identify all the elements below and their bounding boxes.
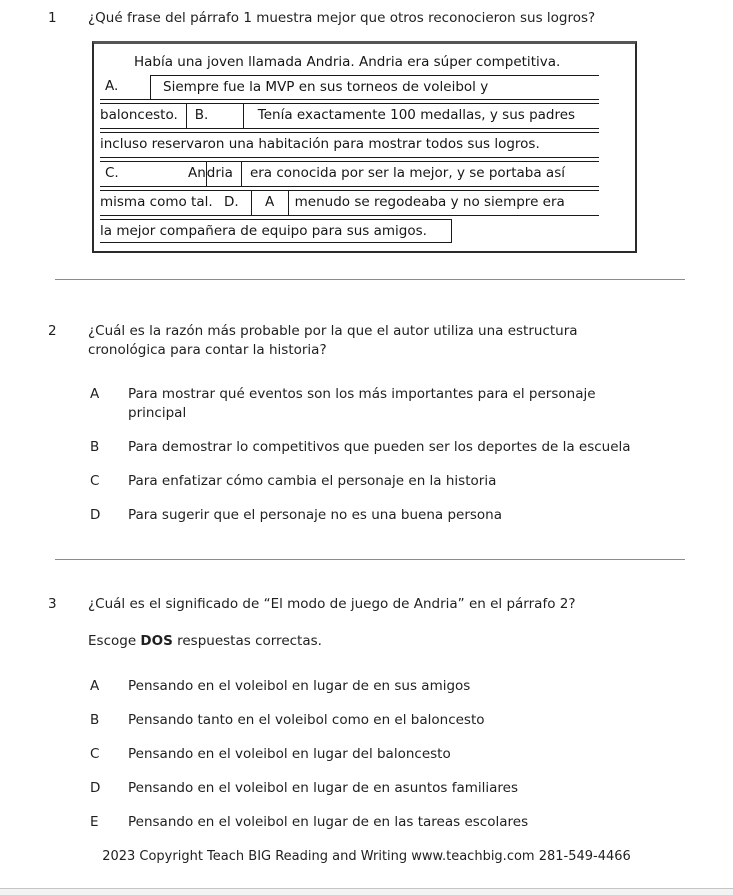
option-text: Pensando en el voleibol en lugar de en asuntos familiares xyxy=(128,780,518,796)
option-row xyxy=(0,385,733,423)
question-2-number: 2 xyxy=(48,323,57,339)
sentence-c-word-end: dria xyxy=(206,165,233,181)
option-letter: A xyxy=(90,678,100,694)
question-3-instruction xyxy=(0,632,733,651)
passage-line-b-continuation xyxy=(100,132,599,158)
question-3-text: ¿Cuál es el significado de “El modo de juego de Andria” en el párrafo 2? xyxy=(88,596,576,612)
option-letter: D xyxy=(90,780,101,796)
option-text: Pensando en el voleibol en lugar de en sus amigos xyxy=(128,678,471,694)
option-text: Para sugerir que el personaje no es una buena persona xyxy=(128,507,503,523)
sentence-label-b: B. xyxy=(194,107,209,123)
question-2-text xyxy=(88,322,578,360)
option-row xyxy=(0,506,733,525)
sentence-label-d: D. xyxy=(223,194,239,210)
option-text-line1: Para mostrar qué eventos son los más importantes para el personaje xyxy=(128,386,596,402)
option-row xyxy=(0,813,733,832)
instruction-bold: DOS xyxy=(140,633,173,649)
question-2-text-line2: cronológica para contar la historia? xyxy=(88,342,327,358)
question-3 xyxy=(0,595,733,614)
option-row xyxy=(0,472,733,491)
copyright-footer: 2023 Copyright Teach BIG Reading and Writing www.teachbig.com 281-549-4466 xyxy=(102,849,631,864)
passage-line-d-continuation xyxy=(100,219,599,243)
spacer xyxy=(233,162,241,186)
question-1 xyxy=(0,0,733,28)
question-1-number: 1 xyxy=(48,10,57,26)
section-divider xyxy=(55,559,685,560)
sentence-c-word-start: An xyxy=(188,162,207,186)
option-row xyxy=(0,779,733,798)
sentence-b-continuation: incluso reservaron una habitación para mostrar todos sus logros. xyxy=(100,136,540,152)
sentence-b-text: Tenía exactamente 100 medallas, y sus padres xyxy=(243,104,599,128)
option-text-line2: principal xyxy=(128,405,187,421)
sentence-d-continuation: la mejor compañera de equipo para sus amigos. xyxy=(100,219,452,243)
option-row xyxy=(0,677,733,696)
option-text: Pensando en el voleibol en lugar de en las tareas escolares xyxy=(128,814,529,830)
question-2-options xyxy=(0,385,733,525)
passage-intro: Había una joven llamada Andria. Andria era súper competitiva. xyxy=(134,54,561,70)
question-1-text: ¿Qué frase del párrafo 1 muestra mejor que otros reconocieron sus logros? xyxy=(88,10,596,26)
option-text: Pensando en el voleibol en lugar del baloncesto xyxy=(128,746,451,762)
sentence-label-a: A. xyxy=(105,78,119,94)
question-2 xyxy=(0,322,733,360)
passage-line-c xyxy=(100,161,599,187)
sentence-c-continuation-box xyxy=(100,191,252,215)
option-text: Para demostrar lo competitivos que pueden ser los deportes de la escuela xyxy=(128,439,631,455)
sentence-d-lead: A xyxy=(265,194,275,210)
option-text xyxy=(128,385,596,423)
sentence-label-c: C. xyxy=(105,165,119,181)
question-3-number: 3 xyxy=(48,596,57,612)
page-bottom-edge xyxy=(0,888,733,895)
option-letter: D xyxy=(90,507,101,523)
instruction-post: respuestas correctas. xyxy=(172,633,322,649)
sentence-c-continuation: misma como tal. xyxy=(100,194,213,210)
option-letter: C xyxy=(90,473,100,489)
option-row xyxy=(0,745,733,764)
option-text: Pensando tanto en el voleibol como en el baloncesto xyxy=(128,712,485,728)
question-3-options xyxy=(0,677,733,832)
option-letter: B xyxy=(90,439,100,455)
question-2-text-line1: ¿Cuál es la razón más probable por la que el autor utiliza una estructura xyxy=(88,323,578,339)
instruction-pre: Escoge xyxy=(88,633,141,649)
passage-line-b xyxy=(100,103,599,129)
section-divider xyxy=(55,279,685,280)
sentence-c-text: era conocida por ser la mejor, y se portaba así xyxy=(241,162,599,186)
option-letter: C xyxy=(90,746,100,762)
option-row xyxy=(0,711,733,730)
option-letter: A xyxy=(90,386,100,402)
passage-box xyxy=(92,41,637,253)
passage-line-d xyxy=(100,190,599,216)
sentence-a-continuation: baloncesto. xyxy=(100,104,187,128)
passage-line-a xyxy=(100,75,599,100)
option-row xyxy=(0,438,733,457)
option-text: Para enfatizar cómo cambia el personaje en la historia xyxy=(128,473,497,489)
sentence-a-text: Siempre fue la MVP en sus torneos de voleibol y xyxy=(150,75,599,99)
option-letter: B xyxy=(90,712,100,728)
sentence-d-text: menudo se regodeaba y no siempre era xyxy=(288,191,599,215)
option-letter: E xyxy=(90,814,99,830)
